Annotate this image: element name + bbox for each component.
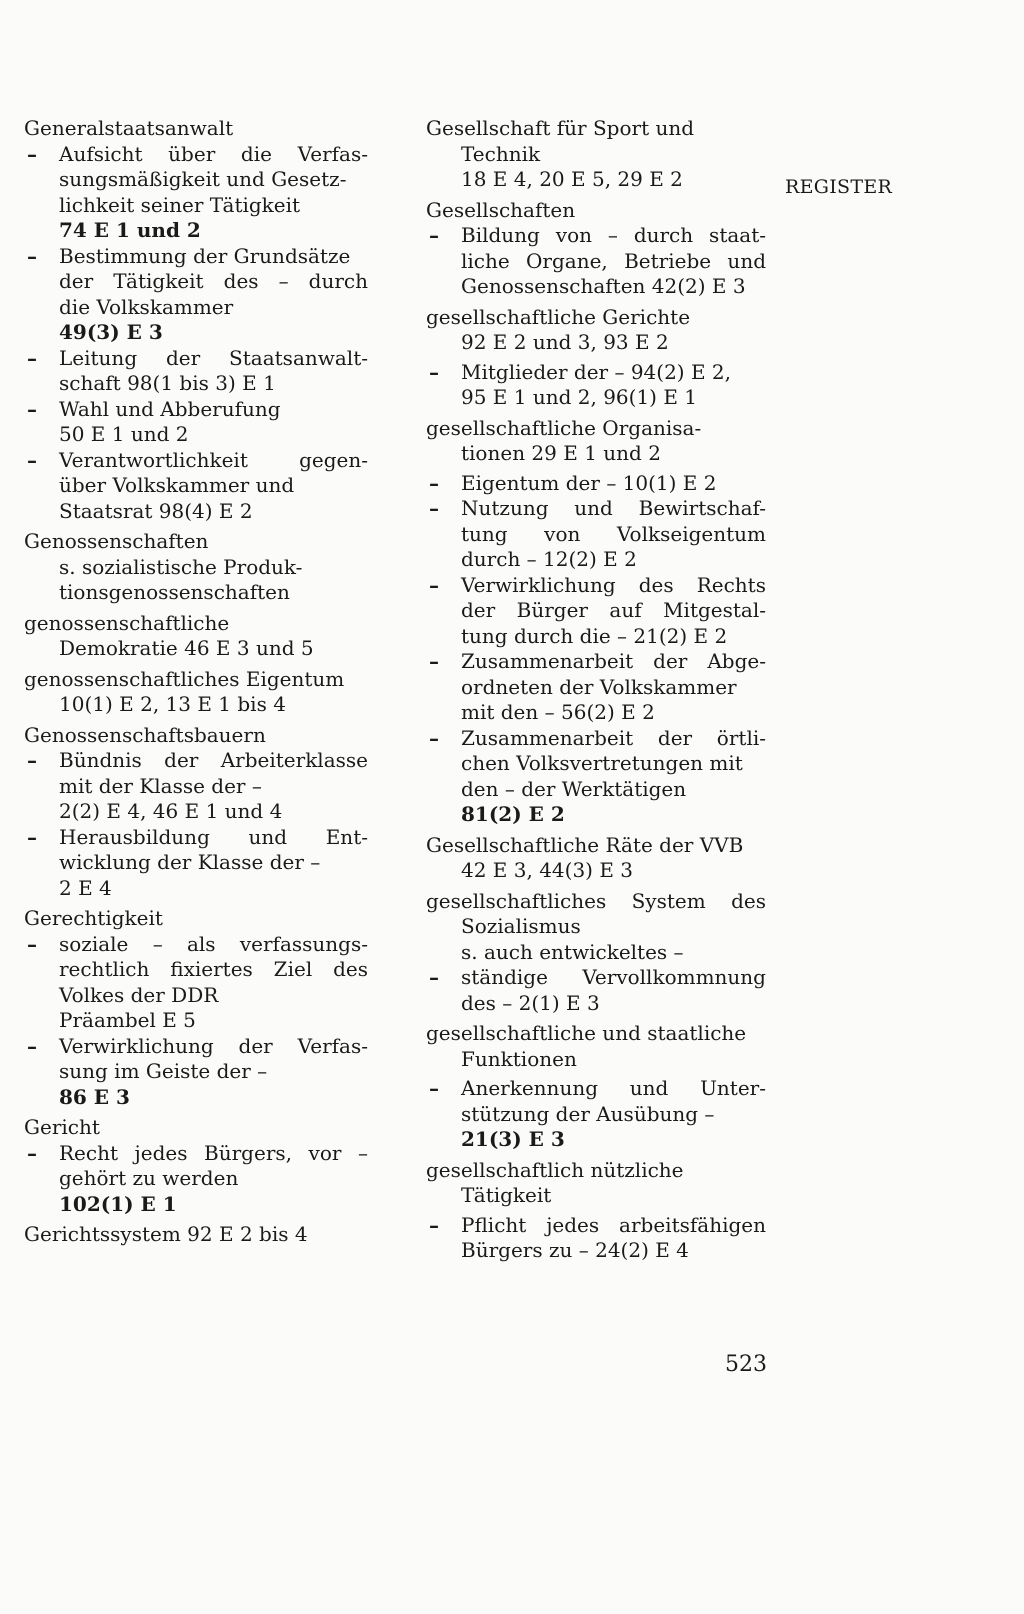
entry-line: – Verantwortlichkeit gegen-: [59, 447, 368, 472]
entry-line: – Mitglieder der – 94(2) E 2,: [461, 359, 731, 384]
entry-term: Gesellschaftliche Räte der VVB: [426, 832, 744, 857]
entry-reference: 21(3) E 3: [461, 1127, 565, 1151]
entry-reference: 18 E 4, 20 E 5, 29 E 2: [461, 167, 683, 191]
entry-line: s. sozialistische Produk-: [59, 554, 303, 579]
entry-line: über Volkskammer und: [59, 473, 295, 497]
sub-entry: [426, 360, 766, 411]
entry-term: Gesellschaften: [426, 197, 576, 222]
sub-entry: [426, 1076, 766, 1153]
sub-entry: [426, 726, 766, 828]
entry-line: ordneten der Volkskammer: [461, 674, 737, 699]
index-entry: [426, 833, 766, 884]
entry-line: – Verwirklichung des Rechts: [461, 572, 766, 597]
entry-reference: Staatsrat 98(4) E 2: [59, 498, 253, 523]
entry-line: lichkeit seiner Tätigkeit: [59, 192, 301, 217]
index-entry: [426, 198, 766, 300]
entry-term: gesellschaftlich nützliche: [426, 1157, 684, 1182]
entry-reference: 2 E 4: [59, 875, 112, 900]
entry-reference: Bürgers zu – 24(2) E 4: [461, 1238, 689, 1262]
entry-reference: 81(2) E 2: [461, 802, 565, 826]
entry-reference: 2(2) E 4, 46 E 1 und 4: [59, 799, 283, 823]
index-entry: [24, 1222, 368, 1248]
entry-line: den – der Werktätigen: [461, 776, 687, 801]
entry-line: sungsmäßigkeit und Gesetz-: [59, 167, 347, 191]
sub-entry: [426, 965, 766, 1016]
entry-line: – Herausbildung und Ent-: [59, 824, 368, 849]
sub-entry: [24, 1034, 368, 1111]
entry-see-also: s. auch entwickeltes –: [461, 939, 684, 964]
entry-line: – Aufsicht über die Verfas-: [59, 141, 368, 166]
entry-line: – Pflicht jedes arbeitsfähigen: [461, 1212, 766, 1237]
index-entry: [24, 1115, 368, 1217]
index-entry: [24, 529, 368, 606]
sub-entry: [24, 142, 368, 244]
entry-line: – Anerkennung und Unter-: [461, 1076, 766, 1100]
entry-reference: 92 E 2 und 3, 93 E 2: [461, 330, 669, 354]
entry-line: – Wahl und Abberufung: [59, 396, 281, 421]
index-entry: [426, 889, 766, 1017]
sub-entry: [426, 573, 766, 650]
entry-term: gesellschaftliche und staatliche: [426, 1021, 747, 1045]
entry-term: Gericht: [24, 1115, 100, 1139]
entry-reference: Genossenschaften 42(2) E 3: [461, 274, 746, 298]
index-entry: [426, 1021, 766, 1153]
entry-term: gesellschaftliches System des: [426, 888, 766, 913]
sub-entry: [426, 496, 766, 573]
entry-term: gesellschaftliche Organisa-: [426, 415, 702, 440]
index-entry: [426, 305, 766, 411]
entry-line: – ständige Vervollkommnung: [461, 965, 766, 989]
entry-reference: mit den – 56(2) E 2: [461, 700, 655, 724]
index-entry: [426, 1158, 766, 1264]
entry-line: tionsgenossenschaften: [59, 580, 290, 604]
entry-reference: des – 2(1) E 3: [461, 990, 600, 1015]
entry-reference: Präambel E 5: [59, 1008, 196, 1032]
entry-line: die Volkskammer: [59, 294, 234, 319]
index-entry: [24, 611, 368, 662]
entry-line: sung im Geiste der –: [59, 1059, 268, 1083]
entry-line: wicklung der Klasse der –: [59, 850, 321, 874]
entry-term: Gerichtssystem 92 E 2 bis 4: [24, 1222, 308, 1246]
index-entry: [426, 116, 766, 193]
entry-reference: 86 E 3: [59, 1084, 130, 1109]
entry-line: rechtlich fixiertes Ziel des: [59, 957, 368, 981]
entry-line: mit der Klasse der –: [59, 773, 262, 798]
entry-line: gehört zu werden: [59, 1166, 239, 1190]
entry-line: – Zusammenarbeit der örtli-: [461, 725, 766, 750]
entry-reference: – Eigentum der – 10(1) E 2: [461, 470, 717, 495]
entry-line: – Bündnis der Arbeiterklasse: [59, 748, 368, 772]
entry-term: Genossenschaften: [24, 529, 209, 553]
sub-entry: [24, 748, 368, 825]
entry-line: chen Volksvertretungen mit: [461, 751, 743, 775]
entry-term: genossenschaftliche: [24, 610, 230, 635]
entry-line: – Zusammenarbeit der Abge-: [461, 649, 766, 673]
entry-term: genossenschaftliches Eigentum: [24, 666, 345, 691]
index-column-right: [426, 116, 766, 1269]
entry-line: der Tätigkeit des – durch: [59, 269, 368, 293]
entry-reference: durch – 12(2) E 2: [461, 547, 637, 571]
sub-entry: [24, 825, 368, 902]
entry-line: – Bildung von – durch staat-: [461, 223, 766, 247]
entry-line: – soziale – als verfassungs-: [59, 931, 368, 956]
entry-term: Gerechtigkeit: [24, 906, 163, 930]
entry-reference: tung durch die – 21(2) E 2: [461, 623, 728, 648]
entry-line: Tätigkeit: [461, 1183, 552, 1207]
entry-line: stützung der Ausübung –: [461, 1101, 715, 1126]
entry-reference: Demokratie 46 E 3 und 5: [59, 636, 314, 660]
entry-reference: 95 E 1 und 2, 96(1) E 1: [461, 385, 698, 409]
index-entry: [426, 416, 766, 828]
entry-reference: 74 E 1 und 2: [59, 218, 201, 242]
entry-line: tung von Volkseigentum: [461, 521, 766, 546]
entry-term: Genossenschaftsbauern: [24, 722, 266, 747]
sub-entry: [426, 1213, 766, 1264]
index-entry: [24, 116, 368, 524]
entry-line: – Leitung der Staatsanwalt-: [59, 345, 368, 370]
entry-line: Volkes der DDR: [59, 982, 219, 1007]
entry-line: liche Organe, Betriebe und: [461, 248, 766, 273]
sub-entry: [426, 471, 766, 497]
sub-entry: [24, 932, 368, 1034]
entry-term: gesellschaftliche Gerichte: [426, 304, 691, 329]
entry-reference: schaft 98(1 bis 3) E 1: [59, 371, 276, 395]
index-entry: [24, 906, 368, 1110]
running-header: REGISTER: [785, 176, 893, 198]
sub-entry: [426, 223, 766, 300]
entry-line: Sozialismus: [461, 914, 581, 938]
entry-term: Generalstaatsanwalt: [24, 116, 234, 140]
entry-line: der Bürger auf Mitgestal-: [461, 598, 766, 622]
entry-line: – Recht jedes Bürgers, vor –: [59, 1140, 368, 1165]
entry-reference: 42 E 3, 44(3) E 3: [461, 858, 634, 882]
entry-reference: 102(1) E 1: [59, 1191, 177, 1216]
entry-reference: 50 E 1 und 2: [59, 422, 189, 446]
entry-reference: 49(3) E 3: [59, 320, 163, 344]
index-column-left: [24, 116, 368, 1253]
sub-entry: [24, 244, 368, 346]
entry-reference: 10(1) E 2, 13 E 1 bis 4: [59, 692, 286, 716]
index-entry: [24, 723, 368, 902]
page-number: 523: [725, 1352, 767, 1377]
sub-entry: [24, 448, 368, 525]
entry-line: – Nutzung und Bewirtschaf-: [461, 496, 766, 520]
entry-reference: tionen 29 E 1 und 2: [461, 441, 661, 465]
entry-line: Technik: [461, 141, 541, 166]
entry-line: Funktionen: [461, 1046, 577, 1071]
entry-line: – Bestimmung der Grundsätze: [59, 243, 351, 268]
sub-entry: [426, 649, 766, 726]
entry-line: – Verwirklichung der Verfas-: [59, 1033, 368, 1058]
sub-entry: [24, 1141, 368, 1218]
sub-entry: [24, 346, 368, 397]
index-entry: [24, 667, 368, 718]
entry-term: Gesellschaft für Sport und: [426, 116, 695, 140]
sub-entry: [24, 397, 368, 448]
